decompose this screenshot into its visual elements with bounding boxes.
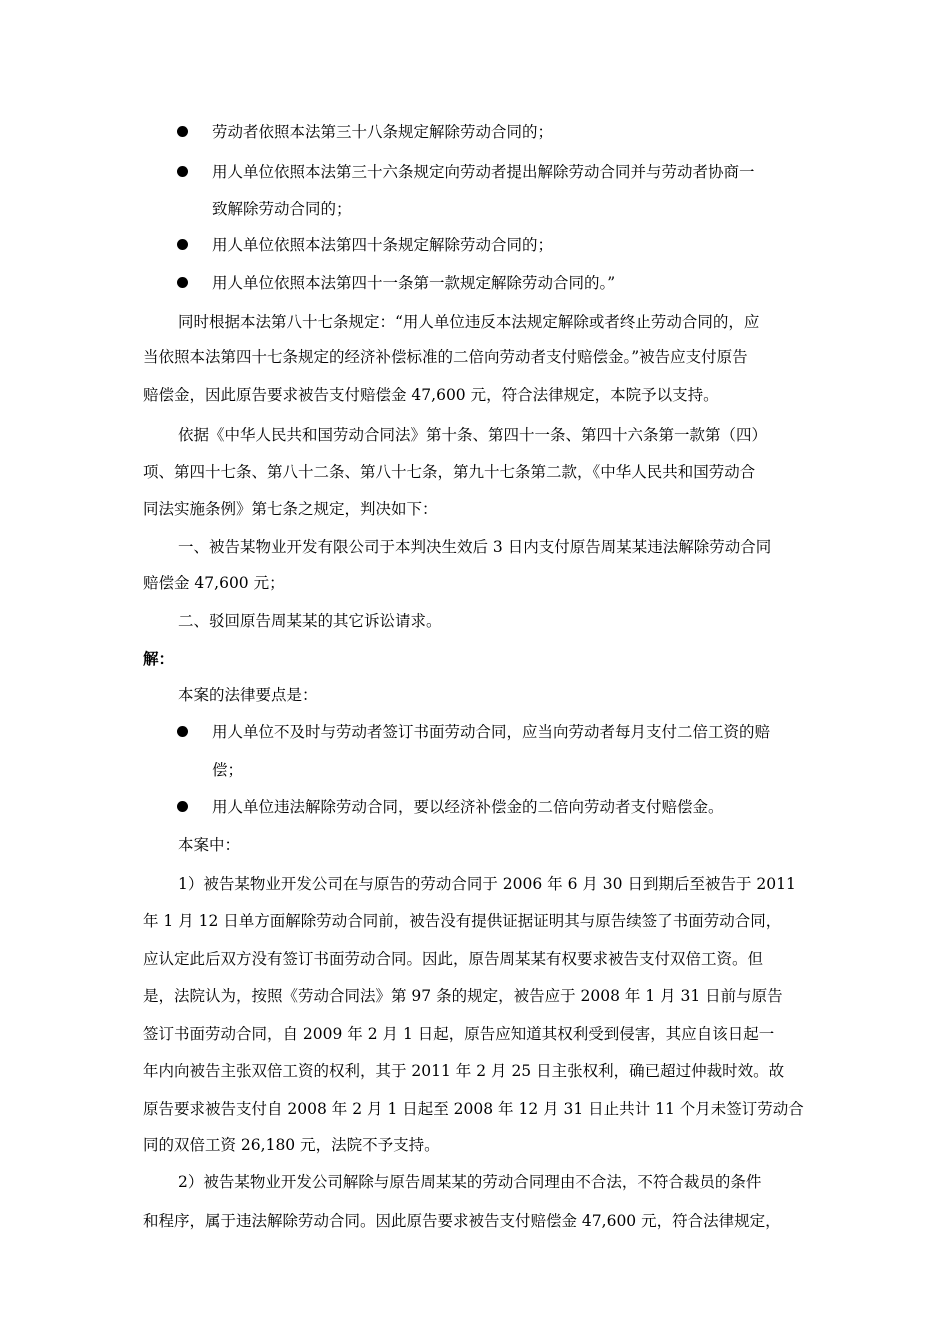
- paragraph-text: 签订书面劳动合同，自 2009 年 2 月 1 日起，原告应知道其权利受到侵害，其应自该日起一: [143, 1025, 775, 1043]
- bullet-text: 用人单位依照本法第三十六条规定向劳动者提出解除劳动合同并与劳动者协商一: [212, 163, 755, 181]
- bullet-icon: [177, 239, 188, 250]
- paragraph-line: [0, 1206, 950, 1236]
- bullet-text: 偿；: [212, 761, 244, 779]
- paragraph-line: [0, 906, 950, 936]
- bullet-icon: [177, 801, 188, 812]
- paragraph-line: [0, 869, 950, 899]
- paragraph-text: 一、被告某物业开发有限公司于本判决生效后 3 日内支付原告周某某违法解除劳动合同: [178, 538, 772, 556]
- paragraph-text: 1）被告某物业开发公司在与原告的劳动合同于 2006 年 6 月 30 日到期后至被告于 2011: [178, 875, 796, 893]
- paragraph-line: [0, 944, 950, 974]
- paragraph-text: 赔偿金 47,600 元；: [143, 574, 285, 592]
- paragraph-text: 二、驳回原告周某某的其它诉讼请求。: [178, 612, 442, 630]
- paragraph-line: [0, 606, 950, 636]
- bullet-item: [0, 230, 950, 260]
- paragraph-text: 依据《中华人民共和国劳动合同法》第十条、第四十一条、第四十六条第一款第（四）: [178, 426, 768, 444]
- paragraph-line: [0, 568, 950, 598]
- bullet-text: 用人单位依照本法第四十条规定解除劳动合同的；: [212, 236, 554, 254]
- paragraph-text: 赔偿金，因此原告要求被告支付赔偿金 47,600 元，符合法律规定，本院予以支持。: [143, 386, 719, 404]
- bullet-continuation: [0, 755, 950, 785]
- paragraph-line: [0, 1130, 950, 1160]
- paragraph-text: 2）被告某物业开发公司解除与原告周某某的劳动合同理由不合法，不符合裁员的条件: [178, 1173, 762, 1191]
- bullet-item: [0, 268, 950, 298]
- section-heading-text: 解：: [143, 649, 175, 668]
- paragraph-text: 和程序，属于违法解除劳动合同。因此原告要求被告支付赔偿金 47,600 元，符合法律规定，: [143, 1212, 781, 1230]
- paragraph-line: [0, 981, 950, 1011]
- paragraph-text: 同法实施条例》第七条之规定，判决如下：: [143, 500, 438, 518]
- bullet-icon: [177, 726, 188, 737]
- paragraph-line: [0, 1167, 950, 1197]
- paragraph-line: [0, 380, 950, 410]
- paragraph-line: [0, 494, 950, 524]
- paragraph-line: [0, 1056, 950, 1086]
- bullet-icon: [177, 277, 188, 288]
- paragraph-text: 本案中：: [178, 836, 241, 854]
- paragraph-text: 同时根据本法第八十七条规定：“用人单位违反本法规定解除或者终止劳动合同的，应: [178, 313, 760, 331]
- paragraph-line: [0, 532, 950, 562]
- paragraph-line: [0, 680, 950, 710]
- paragraph-line: [0, 1094, 950, 1124]
- bullet-text: 劳动者依照本法第三十八条规定解除劳动合同的；: [212, 123, 554, 141]
- paragraph-line: [0, 457, 950, 487]
- bullet-item: [0, 717, 950, 747]
- bullet-icon: [177, 126, 188, 137]
- section-heading: [0, 644, 950, 674]
- bullet-item: [0, 792, 950, 822]
- paragraph-line: [0, 342, 950, 372]
- paragraph-text: 是，法院认为，按照《劳动合同法》第 97 条的规定，被告应于 2008 年 1 月 31 日前与原告: [143, 987, 783, 1005]
- paragraph-text: 年 1 月 12 日单方面解除劳动合同前，被告没有提供证据证明其与原告续签了书面劳动合同，: [143, 912, 782, 930]
- paragraph-line: [0, 307, 950, 337]
- bullet-item: [0, 117, 950, 147]
- bullet-text: 致解除劳动合同的；: [212, 200, 352, 218]
- paragraph-text: 同的双倍工资 26,180 元，法院不予支持。: [143, 1136, 440, 1154]
- paragraph-text: 年内向被告主张双倍工资的权利，其于 2011 年 2 月 25 日主张权利，确已超过仲裁时效。故: [143, 1062, 785, 1080]
- bullet-icon: [177, 166, 188, 177]
- paragraph-text: 应认定此后双方没有签订书面劳动合同。因此，原告周某某有权要求被告支付双倍工资。但: [143, 950, 764, 968]
- paragraph-line: [0, 830, 950, 860]
- paragraph-text: 项、第四十七条、第八十二条、第八十七条，第九十七条第二款，《中华人民共和国劳动合: [143, 463, 756, 481]
- paragraph-text: 当依照本法第四十七条规定的经济补偿标准的二倍向劳动者支付赔偿金。”被告应支付原告: [143, 348, 748, 366]
- paragraph-line: [0, 420, 950, 450]
- bullet-text: 用人单位不及时与劳动者签订书面劳动合同，应当向劳动者每月支付二倍工资的赔: [212, 723, 771, 741]
- bullet-continuation: [0, 194, 950, 224]
- paragraph-text: 本案的法律要点是：: [178, 686, 318, 704]
- paragraph-line: [0, 1019, 950, 1049]
- bullet-text: 用人单位违法解除劳动合同，要以经济补偿金的二倍向劳动者支付赔偿金。: [212, 798, 724, 816]
- paragraph-text: 原告要求被告支付自 2008 年 2 月 1 日起至 2008 年 12 月 31 日止共计 11 个月未签订劳动合: [143, 1100, 804, 1118]
- bullet-item: [0, 157, 950, 187]
- bullet-text: 用人单位依照本法第四十一条第一款规定解除劳动合同的。”: [212, 274, 616, 292]
